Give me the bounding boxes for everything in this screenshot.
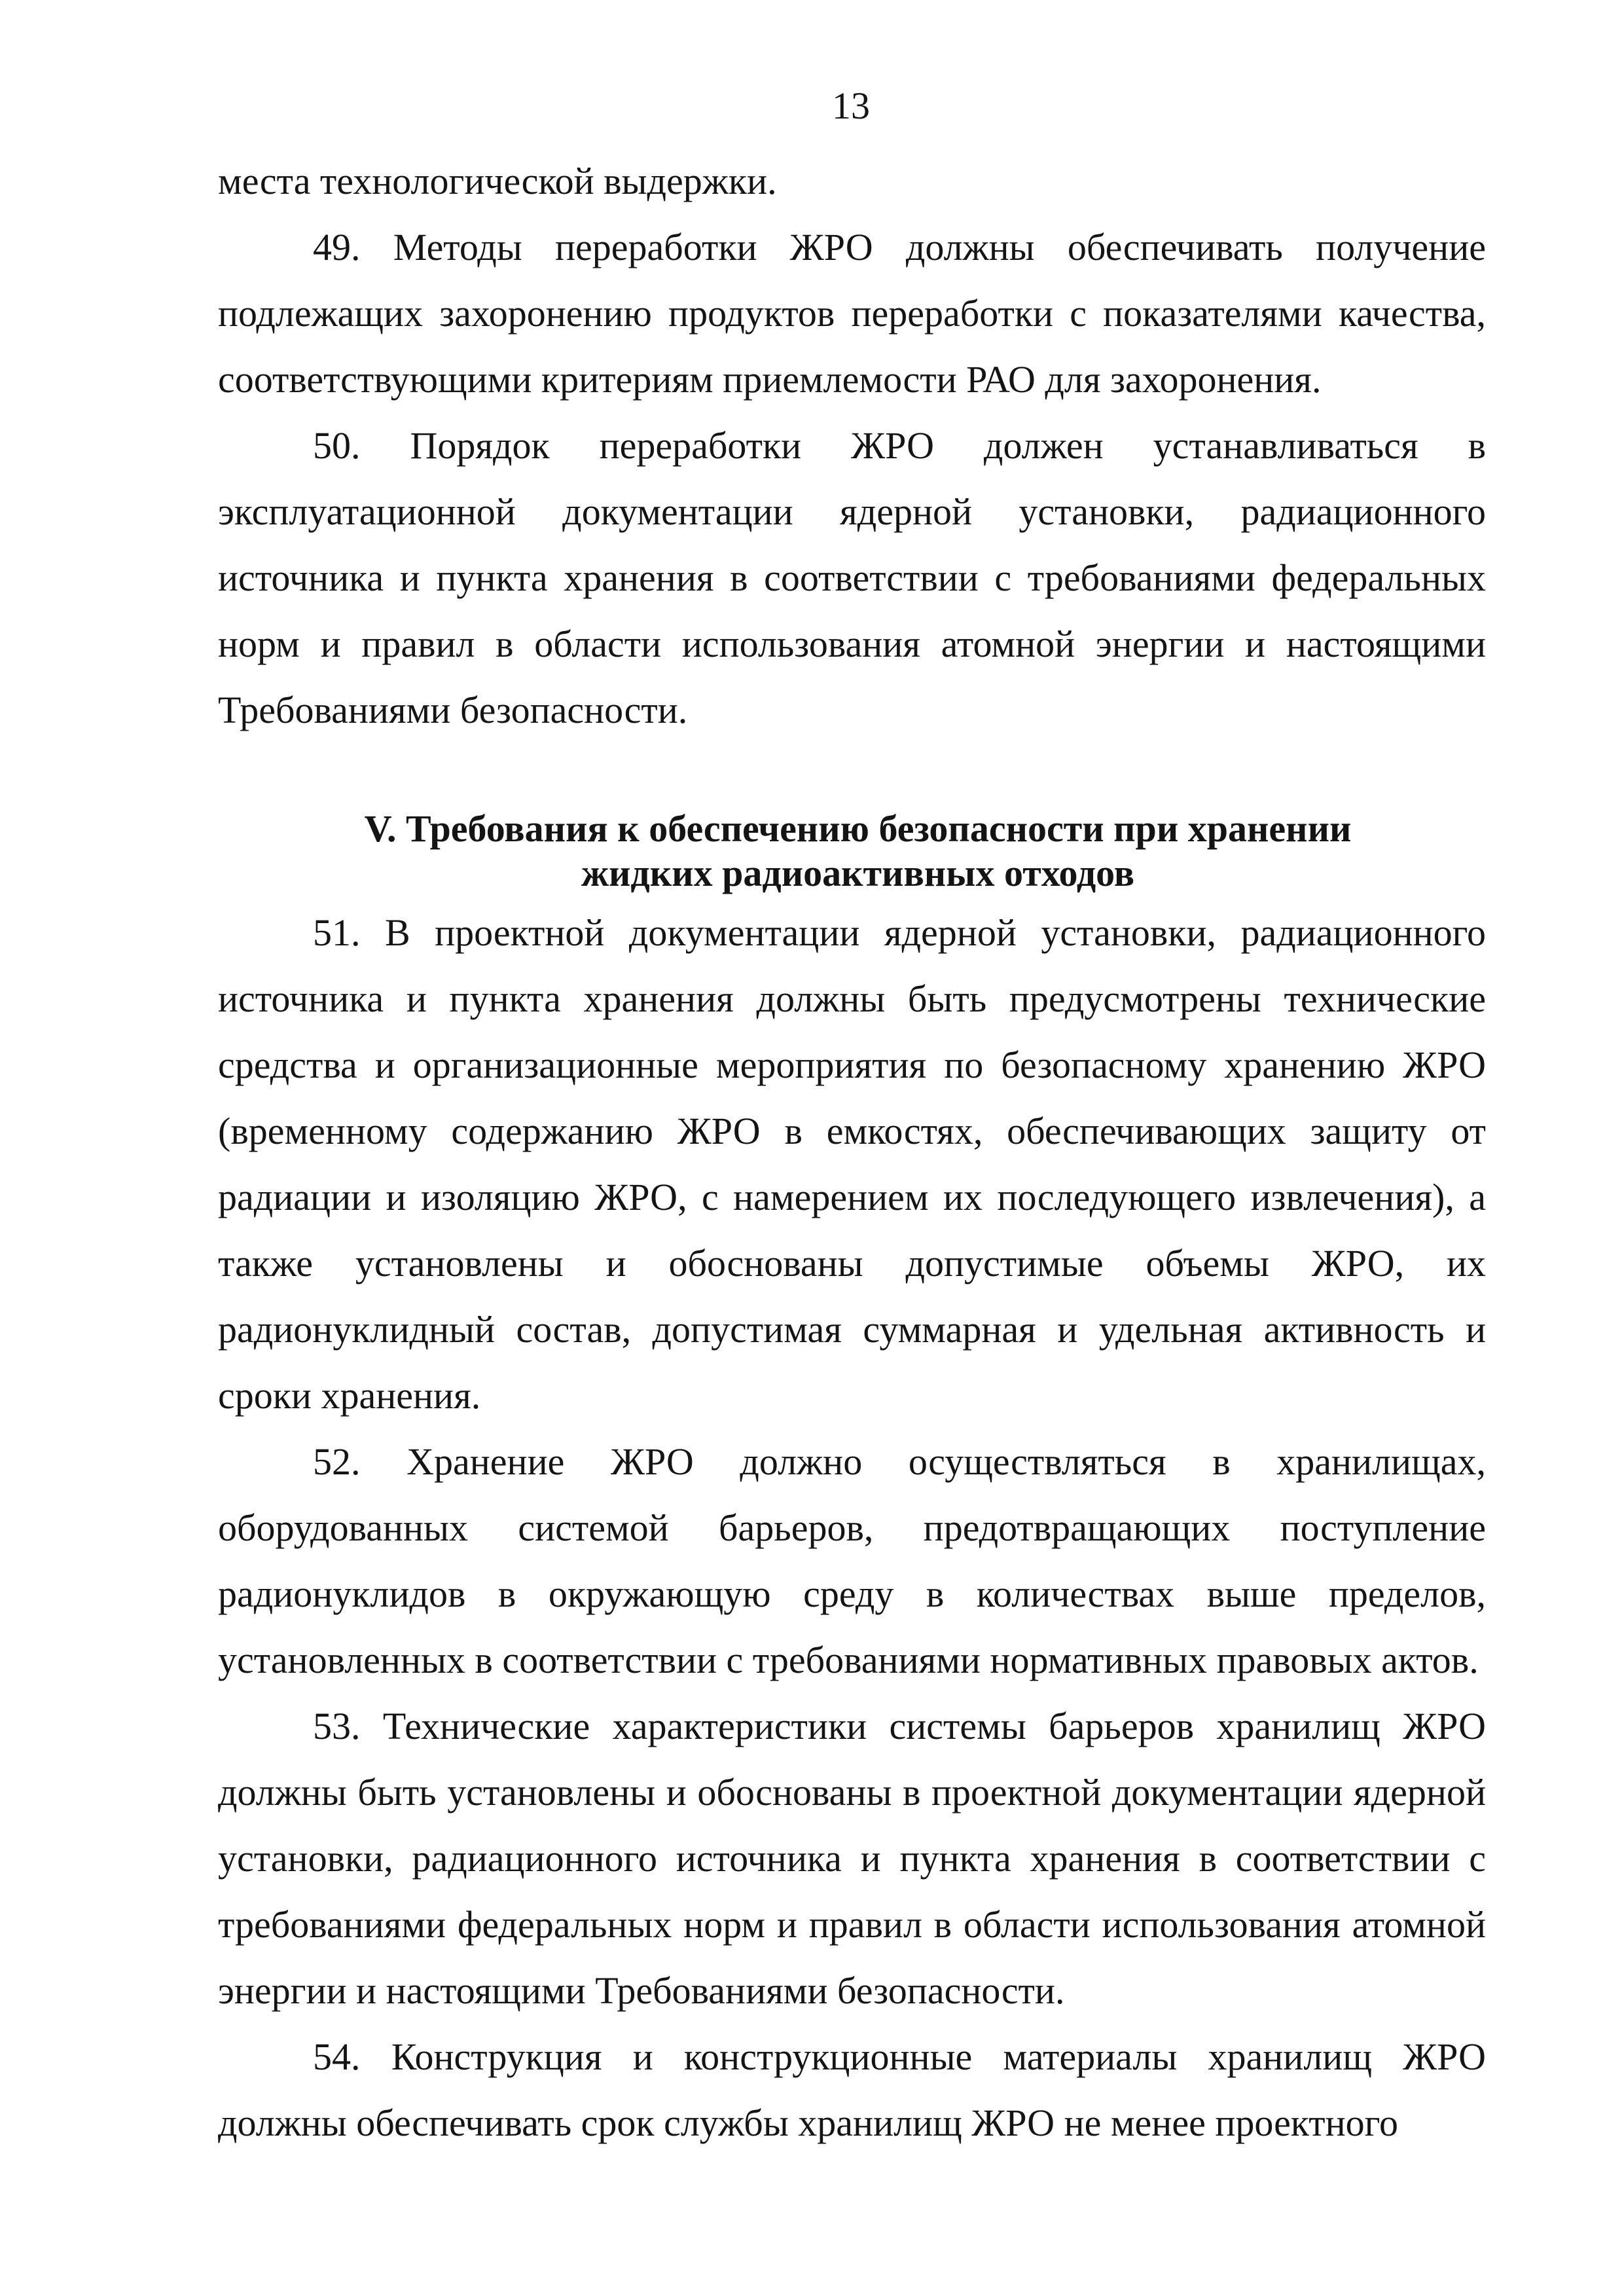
paragraph-54: 54. Конструкция и конструкционные материалы хранилищ ЖРО должны обеспечивать срок службы хранилищ ЖРО не менее проектного bbox=[218, 2035, 1486, 2144]
document-body bbox=[218, 148, 1486, 2156]
paragraph-53: 53. Технические характеристики системы барьеров хранилищ ЖРО должны быть установлены и обоснованы в проектной документации ядерной установки, радиационного источника и пункта хранения в соответствии с требованиями федеральных норм и правил в области использования атомной энергии и настоящими Требованиями безопасности. bbox=[218, 1705, 1486, 2012]
paragraph-51: 51. В проектной документации ядерной установки, радиационного источника и пункта хранения должны быть предусмотрены технические средства и организационные мероприятия по безопасному хранению ЖРО (временному содержанию ЖРО в емкостях, обеспечивающих защиту от радиации и изоляцию ЖРО, с намерением их последующего извлечения), а также установлены и обоснованы допустимые объемы ЖРО, их радионуклидный состав, допустимая суммарная и удельная активность и сроки хранения. bbox=[218, 911, 1486, 1417]
section-heading-line-1: V. Требования к обеспечению безопасности при хранении bbox=[364, 807, 1352, 850]
paragraph-52: 52. Хранение ЖРО должно осуществляться в хранилищах, оборудованных системой барьеров, предотвращающих поступление радионуклидов в окружающую среду в количествах выше пределов, установленных в соответствии с требованиями нормативных правовых актов. bbox=[218, 1440, 1486, 1681]
paragraph-continuation: места технологической выдержки. bbox=[218, 160, 777, 202]
section-heading-line-2: жидких радиоактивных отходов bbox=[581, 852, 1135, 894]
paragraph-50: 50. Порядок переработки ЖРО должен устанавливаться в эксплуатационной документации ядерной установки, радиационного источника и пункта хранения в соответствии с требованиями федеральных норм и правил в области использования атомной энергии и настоящими Требованиями безопасности. bbox=[218, 424, 1486, 731]
paragraph-49: 49. Методы переработки ЖРО должны обеспечивать получение подлежащих захоронению продуктов переработки с показателями качества, соответствующими критериям приемлемости РАО для захоронения. bbox=[218, 226, 1486, 401]
page-number: 13 bbox=[832, 84, 870, 127]
section-heading bbox=[218, 807, 1486, 896]
